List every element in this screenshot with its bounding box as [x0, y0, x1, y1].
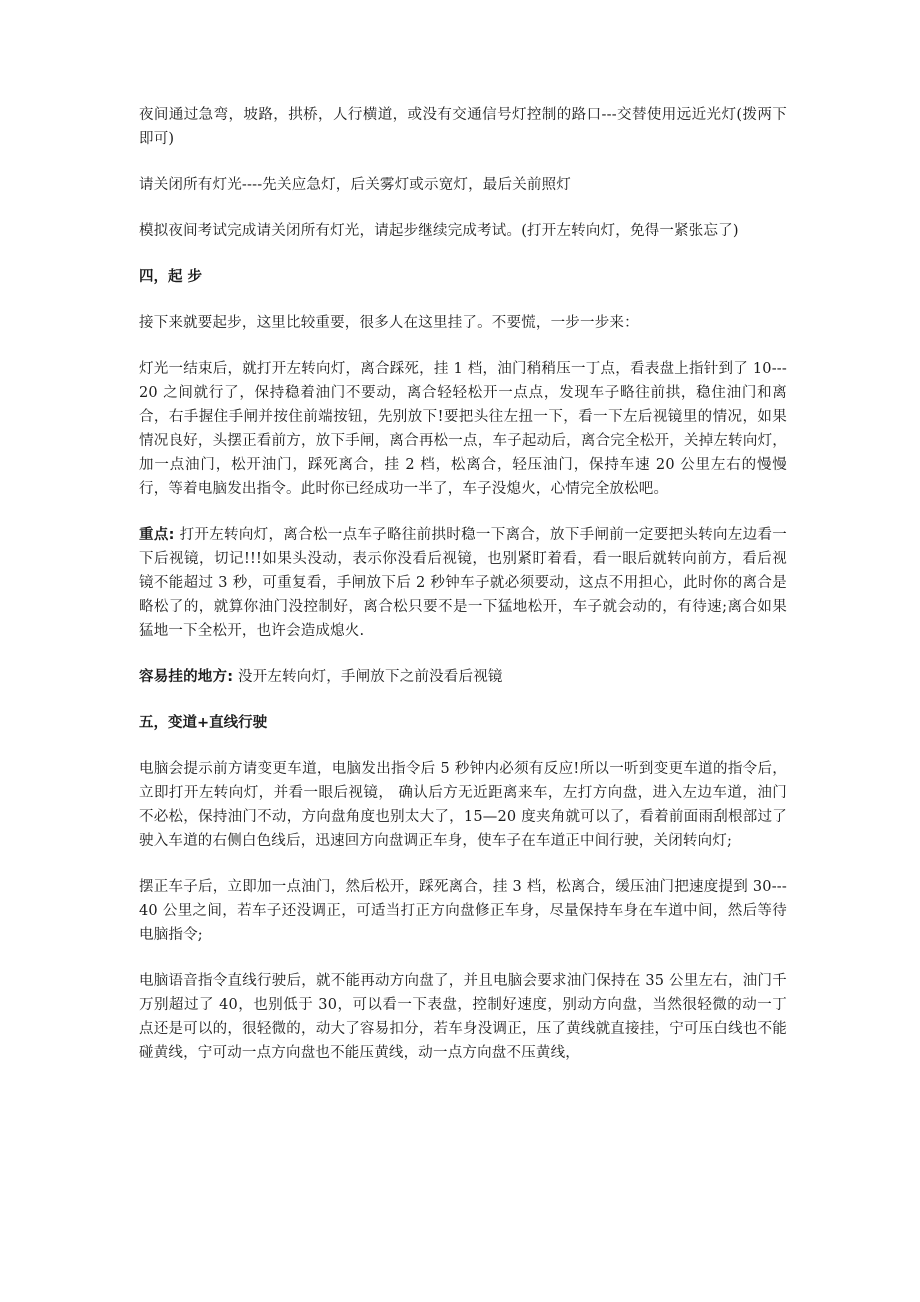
common-failures-text: 没开左转向灯，手闸放下之前没看后视镜 — [233, 669, 503, 685]
section-heading-start: 四，起 步 — [139, 269, 203, 285]
paragraph-straight-driving: 电脑语音指令直线行驶后，就不能再动方向盘了，并且电脑会要求油门保持在 35 公里左右，油门千万别超过了 40，也别低于 30，可以看一下表盘，控制好速度，别动方向盘，当然很轻微的动一丁点还是可以的，很轻微的，动大了容易扣分，若车身没调正，压了黄线就直接挂，宁可压白线也不能碰黄线，宁可动一点方向盘也不能压黄线，动一点方向盘不压黄线， — [139, 973, 787, 1061]
key-points-label: 重点: — [139, 527, 175, 543]
paragraph-key-points — [139, 523, 787, 643]
paragraph-straighten-car: 摆正车子后，立即加一点油门，然后松开，踩死离合，挂 3 档，松离合，缓压油门把速度提到 30---40 公里之间，若车子还没调正，可适当打正方向盘修正车身，尽量保持车身在车道中间，然后等待电脑指令; — [139, 879, 787, 943]
section-heading-lane-change: 五，变道+直线行驶 — [139, 715, 268, 731]
paragraph-common-failures — [139, 665, 787, 689]
key-points-text: 打开左转向灯，离合松一点车子略往前拱时稳一下离合，放下手闸前一定要把头转向左边看一下后视镜，切记!!!如果头没动，表示你没看后视镜，也别紧盯着看，看一眼后就转向前方，看后视镜不能超过 3 秒，可重复看，手闸放下后 2 秒钟车子就必须要动，这点不用担心，此时你的离合是略松了的，就算你油门没控制好，离合松只要不是一下猛地松开，车子就会动的，有待速;离合如果猛地一下全松开，也许会造成熄火. — [139, 527, 787, 639]
document-page — [139, 103, 787, 1087]
paragraph-night-test-complete: 模拟夜间考试完成请关闭所有灯光，请起步继续完成考试。(打开左转向灯，免得一紧张忘了) — [139, 223, 739, 239]
paragraph-turn-off-lights: 请关闭所有灯光----先关应急灯，后关雾灯或示宽灯，最后关前照灯 — [139, 177, 571, 193]
paragraph-start-intro: 接下来就要起步，这里比较重要，很多人在这里挂了。不要慌，一步一步来： — [139, 315, 639, 331]
paragraph-night-lights: 夜间通过急弯，坡路，拱桥，人行横道，或没有交通信号灯控制的路口---交替使用远近光灯(拨两下即可) — [139, 107, 787, 147]
common-failures-label: 容易挂的地方: — [139, 669, 234, 685]
paragraph-start-steps: 灯光一结束后，就打开左转向灯，离合踩死，挂 1 档，油门稍稍压一丁点，看表盘上指针到了 10---20 之间就行了，保持稳着油门不要动，离合轻轻松开一点点，发现车子略往前拱，稳住油门和离合，右手握住手闸并按住前端按钮，先别放下!要把头往左扭一下，看一下左后视镜里的情况，如果情况良好，头摆正看前方，放下手闸，离合再松一点，车子起动后，离合完全松开，关掉左转向灯，加一点油门，松开油门，踩死离合，挂 2 档，松离合，轻压油门，保持车速 20 公里左右的慢慢行，等着电脑发出指令。此时你已经成功一半了，车子没熄火，心情完全放松吧。 — [139, 361, 787, 497]
paragraph-lane-change: 电脑会提示前方请变更车道，电脑发出指令后 5 秒钟内必须有反应!所以一听到变更车道的指令后，立即打开左转向灯，并看一眼后视镜， 确认后方无近距离来车，左打方向盘，进入左边车道，油门不必松，保持油门不动，方向盘角度也别太大了，15—20 度夹角就可以了，看着前面雨刮根部过了驶入车道的右侧白色线后，迅速回方向盘调正车身，使车子在车道正中间行驶，关闭转向灯; — [139, 761, 787, 849]
